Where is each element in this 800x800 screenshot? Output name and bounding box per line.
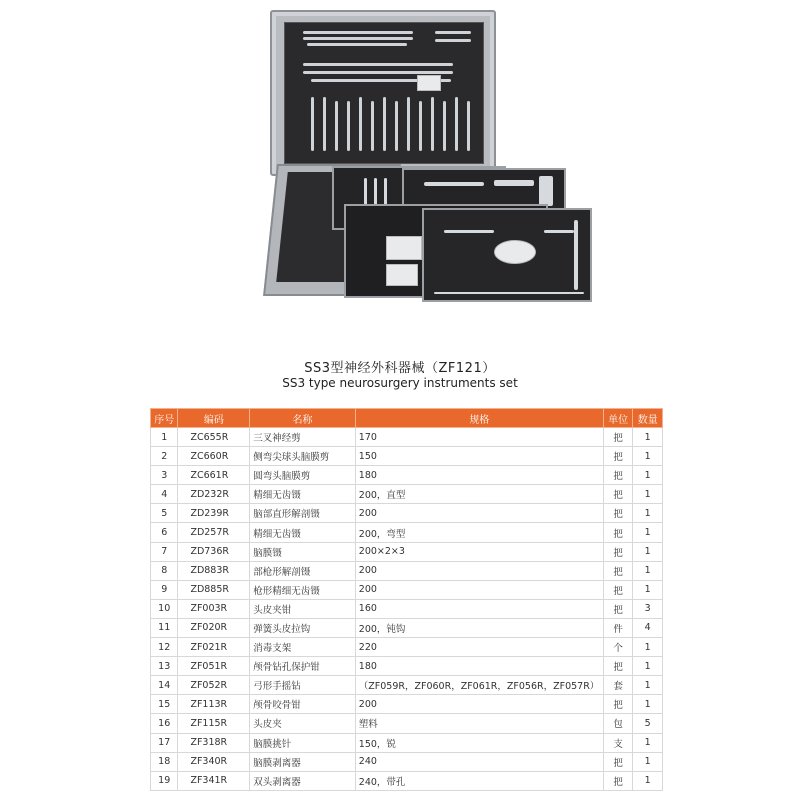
cell-code: ZF003R (178, 599, 250, 618)
cell-code: ZD885R (178, 580, 250, 599)
cell-number: 16 (151, 714, 178, 733)
cell-code: ZF052R (178, 676, 250, 695)
table-row (151, 657, 663, 676)
cell-quantity: 1 (633, 771, 663, 790)
header-name: 名称 (250, 409, 356, 428)
table-row (151, 618, 663, 637)
table-row (151, 695, 663, 714)
cell-number: 15 (151, 695, 178, 714)
cell-quantity: 1 (633, 523, 663, 542)
cell-code: ZF051R (178, 657, 250, 676)
table-row (151, 485, 663, 504)
cell-code: ZC655R (178, 428, 250, 447)
cell-name: 消毒支架 (250, 638, 356, 657)
cell-quantity: 1 (633, 695, 663, 714)
case-base (262, 158, 592, 298)
cell-quantity: 1 (633, 466, 663, 485)
cell-name: 双头剥离器 (250, 771, 356, 790)
cell-number: 7 (151, 542, 178, 561)
cell-unit: 把 (603, 599, 633, 618)
instrument-list-table (150, 408, 663, 791)
lid-foam-insert (284, 22, 484, 164)
table-row (151, 676, 663, 695)
cell-code: ZC661R (178, 466, 250, 485)
header-unit: 单位 (603, 409, 633, 428)
table-row (151, 771, 663, 790)
cell-name: 部枪形解剖镊 (250, 561, 356, 580)
cell-unit: 把 (603, 466, 633, 485)
table-row (151, 733, 663, 752)
table-row (151, 752, 663, 771)
cell-number: 18 (151, 752, 178, 771)
header-qty: 数量 (633, 409, 663, 428)
table-row (151, 542, 663, 561)
cell-quantity: 1 (633, 504, 663, 523)
cell-code: ZF318R (178, 733, 250, 752)
cell-number: 12 (151, 638, 178, 657)
header-spec: 规格 (355, 409, 603, 428)
cell-code: ZF115R (178, 714, 250, 733)
cell-unit: 把 (603, 561, 633, 580)
cell-name: 圆弯头脑膜剪 (250, 466, 356, 485)
cell-spec: 220 (355, 638, 603, 657)
product-photo (262, 10, 592, 300)
cell-unit: 件 (603, 618, 633, 637)
cell-unit: 把 (603, 485, 633, 504)
cell-spec: 200 (355, 695, 603, 714)
cell-spec: 200×2×3 (355, 542, 603, 561)
cell-spec: 240 (355, 752, 603, 771)
cell-name: 精细无齿镊 (250, 485, 356, 504)
cell-unit: 把 (603, 771, 633, 790)
case-lid (270, 10, 496, 176)
table-header-row (151, 409, 663, 428)
cell-spec: 180 (355, 466, 603, 485)
table-row (151, 638, 663, 657)
cell-code: ZF020R (178, 618, 250, 637)
cell-name: 颅骨钻孔保护钳 (250, 657, 356, 676)
title-english: SS3 type neurosurgery instruments set (282, 376, 518, 390)
cell-spec: 170 (355, 428, 603, 447)
cell-number: 3 (151, 466, 178, 485)
cell-spec: 200，直型 (355, 485, 603, 504)
instrument-tray (422, 208, 592, 302)
cell-quantity: 3 (633, 599, 663, 618)
cell-unit: 把 (603, 657, 633, 676)
cell-name: 弓形手摇钻 (250, 676, 356, 695)
table-row (151, 428, 663, 447)
cell-quantity: 1 (633, 447, 663, 466)
cell-name: 弹簧头皮拉钩 (250, 618, 356, 637)
cell-code: ZD257R (178, 523, 250, 542)
cell-spec: 160 (355, 599, 603, 618)
cell-number: 6 (151, 523, 178, 542)
cell-quantity: 1 (633, 676, 663, 695)
cell-spec: 200，钝钩 (355, 618, 603, 637)
cell-code: ZD239R (178, 504, 250, 523)
cell-code: ZD232R (178, 485, 250, 504)
cell-quantity: 4 (633, 618, 663, 637)
cell-unit: 把 (603, 523, 633, 542)
table-row (151, 504, 663, 523)
cell-quantity: 1 (633, 561, 663, 580)
cell-quantity: 1 (633, 733, 663, 752)
cell-number: 19 (151, 771, 178, 790)
cell-name: 精细无齿镊 (250, 523, 356, 542)
cell-unit: 把 (603, 428, 633, 447)
cell-number: 5 (151, 504, 178, 523)
cell-number: 11 (151, 618, 178, 637)
cell-spec: 240，带孔 (355, 771, 603, 790)
table-row (151, 599, 663, 618)
cell-number: 1 (151, 428, 178, 447)
cell-name: 脑膜剥离器 (250, 752, 356, 771)
cell-number: 10 (151, 599, 178, 618)
cell-number: 8 (151, 561, 178, 580)
cell-unit: 把 (603, 752, 633, 771)
cell-spec: 150，锐 (355, 733, 603, 752)
cell-unit: 把 (603, 580, 633, 599)
cell-spec: 150 (355, 447, 603, 466)
cell-spec: 200 (355, 504, 603, 523)
cell-code: ZD736R (178, 542, 250, 561)
cell-spec: 200 (355, 580, 603, 599)
cell-quantity: 1 (633, 752, 663, 771)
cell-quantity: 5 (633, 714, 663, 733)
cell-spec: 200 (355, 561, 603, 580)
cell-unit: 个 (603, 638, 633, 657)
cell-unit: 把 (603, 447, 633, 466)
cell-name: 颅骨咬骨钳 (250, 695, 356, 714)
header-no: 序号 (151, 409, 178, 428)
cell-code: ZF113R (178, 695, 250, 714)
cell-name: 头皮夹钳 (250, 599, 356, 618)
cell-name: 三叉神经剪 (250, 428, 356, 447)
cell-unit: 把 (603, 542, 633, 561)
cell-spec: 180 (355, 657, 603, 676)
cell-unit: 包 (603, 714, 633, 733)
cell-spec: 塑料 (355, 714, 603, 733)
cell-spec: （ZF059R，ZF060R，ZF061R，ZF056R，ZF057R） (355, 676, 603, 695)
cell-name: 枪形精细无齿镊 (250, 580, 356, 599)
table-row (151, 466, 663, 485)
cell-quantity: 1 (633, 657, 663, 676)
cell-number: 17 (151, 733, 178, 752)
table-row (151, 447, 663, 466)
table-row (151, 714, 663, 733)
cell-number: 2 (151, 447, 178, 466)
cell-number: 13 (151, 657, 178, 676)
cell-name: 脑部直形解剖镊 (250, 504, 356, 523)
cell-code: ZF340R (178, 752, 250, 771)
cell-spec: 200，弯型 (355, 523, 603, 542)
cell-name: 侧弯尖球头脑膜剪 (250, 447, 356, 466)
cell-name: 脑膜挑针 (250, 733, 356, 752)
table-row (151, 523, 663, 542)
cell-code: ZC660R (178, 447, 250, 466)
cell-quantity: 1 (633, 580, 663, 599)
header-code: 编码 (178, 409, 250, 428)
cell-quantity: 1 (633, 542, 663, 561)
cell-unit: 把 (603, 504, 633, 523)
cell-quantity: 1 (633, 485, 663, 504)
table-row (151, 580, 663, 599)
title-chinese: SS3型神经外科器械（ZF121） (304, 361, 496, 376)
cell-number: 9 (151, 580, 178, 599)
cell-unit: 支 (603, 733, 633, 752)
cell-name: 脑膜镊 (250, 542, 356, 561)
cell-quantity: 1 (633, 638, 663, 657)
cell-quantity: 1 (633, 428, 663, 447)
table-row (151, 561, 663, 580)
cell-code: ZF021R (178, 638, 250, 657)
cell-unit: 套 (603, 676, 633, 695)
cell-number: 4 (151, 485, 178, 504)
cell-code: ZD883R (178, 561, 250, 580)
cell-name: 头皮夹 (250, 714, 356, 733)
cell-number: 14 (151, 676, 178, 695)
cell-code: ZF341R (178, 771, 250, 790)
cell-unit: 把 (603, 695, 633, 714)
